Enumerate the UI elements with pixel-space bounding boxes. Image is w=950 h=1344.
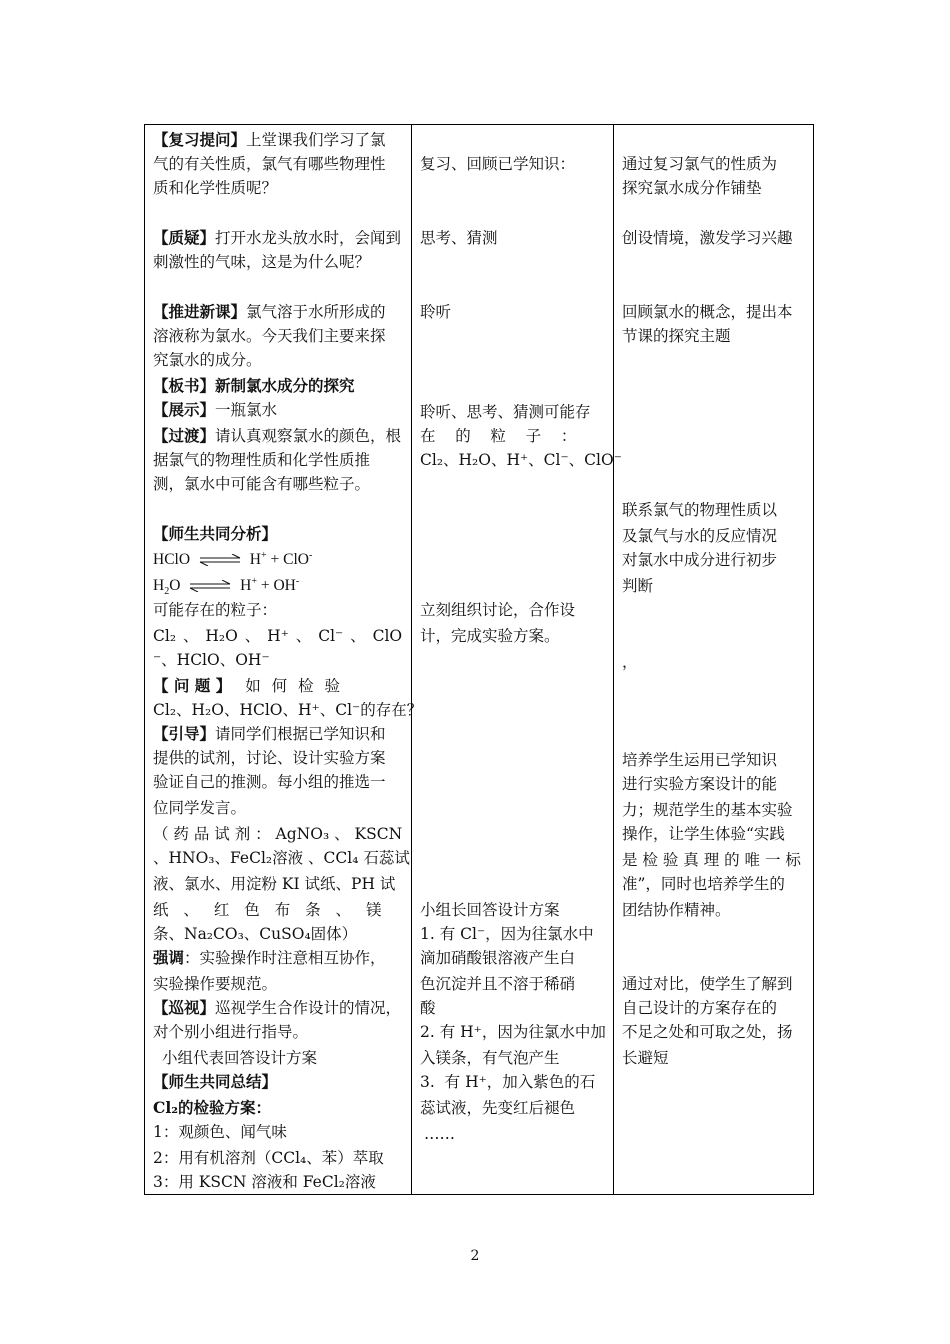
text-line: Cl₂ 、 H₂O 、 H⁺ 、 Cl⁻ 、 ClO bbox=[153, 627, 403, 645]
text-line: 对氯水中成分进行初步 bbox=[622, 551, 778, 569]
equation-hclo: HClO H+ + ClO- bbox=[153, 549, 313, 568]
new-lesson-label: 【推进新课】 bbox=[153, 302, 247, 321]
doubt-line: 【质疑】打开水龙头放水时，会闻到 bbox=[153, 228, 402, 247]
text-line: 2. 有 H⁺，因为往氯水中加 bbox=[420, 1023, 606, 1041]
text-line: 可能存在的粒子： bbox=[153, 601, 278, 619]
summary-heading: 【师生共同总结】 bbox=[153, 1072, 278, 1091]
design-intent: 回顾氯水的概念，提出本 bbox=[622, 303, 793, 321]
text-line: 质和化学性质呢？ bbox=[153, 179, 278, 197]
stress-line: 强调：实验操作时注意相互协作， bbox=[153, 948, 386, 967]
guide-label: 【引导】 bbox=[153, 724, 216, 743]
text-line: 刺激性的气味，这是为什么呢？ bbox=[153, 253, 371, 271]
text-line: 实验操作要规范。 bbox=[153, 975, 278, 993]
patrol-line: 【巡视】巡视学生合作设计的情况， bbox=[153, 998, 402, 1017]
text-line: 在 的 粒 子 ： bbox=[420, 427, 577, 445]
text-line: 纸 、 红 色 布 条 、 镁 bbox=[153, 901, 382, 919]
student-activity: 立刻组织讨论，合作设 bbox=[420, 601, 576, 619]
new-lesson-line: 【推进新课】氯气溶于水所形成的 bbox=[153, 302, 386, 321]
show-line: 【展示】一瓶氯水 bbox=[153, 400, 278, 419]
text-line: Cl₂、H₂O、H⁺、Cl⁻、ClO⁻ bbox=[420, 451, 622, 469]
text-line: 入镁条，有气泡产生 bbox=[420, 1049, 560, 1067]
text-line: 操作，让学生体验“实践 bbox=[622, 825, 785, 843]
text-line: 验证自己的推测。每小组的推选一 bbox=[153, 773, 386, 791]
text-line: （ 药 品 试 剂 ： AgNO₃ 、 KSCN bbox=[153, 825, 403, 843]
question-label: 【 问 题 】 bbox=[153, 676, 232, 695]
text-line: 液、氯水、用淀粉 KI 试纸、PH 试 bbox=[153, 875, 396, 893]
transition-label: 【过渡】 bbox=[153, 426, 216, 445]
plan-item: 3：用 KSCN 溶液和 FeCl₂溶液 bbox=[153, 1173, 376, 1191]
text-line: 是 检 验 真 理 的 唯 一 标 bbox=[622, 851, 801, 869]
doubt-label: 【质疑】 bbox=[153, 228, 216, 247]
student-activity: 复习、回顾已学知识： bbox=[420, 155, 576, 173]
text-line: 究氯水的成分。 bbox=[153, 351, 262, 369]
plan-item: 2：用有机溶剂（CCl₄、苯）萃取 bbox=[153, 1149, 384, 1167]
text-line: 滴加硝酸银溶液产生白 bbox=[420, 949, 576, 967]
guide-line: 【引导】请同学们根据已学知识和 bbox=[153, 724, 386, 743]
text-line: 及氯气与水的反应情况 bbox=[622, 527, 778, 545]
text-line: 位同学发言。 bbox=[153, 799, 247, 817]
text-line: …… bbox=[424, 1125, 455, 1143]
text-line: 节课的探究主题 bbox=[622, 327, 731, 345]
design-intent: 通过复习氯气的性质为 bbox=[622, 155, 778, 173]
review-question-line: 【复习提问】上堂课我们学习了氯 bbox=[153, 130, 386, 149]
text-line: ⁻、HClO、OH⁻ bbox=[153, 651, 270, 669]
text-line: 据氯气的物理性质和化学性质推 bbox=[153, 451, 371, 469]
equation-water: $H_2O$ H+ + OH- bbox=[153, 575, 300, 598]
text-line: ， bbox=[622, 653, 638, 671]
text-line: 准”，同时也培养学生的 bbox=[622, 875, 785, 893]
design-intent: 联系氯气的物理性质以 bbox=[622, 501, 778, 519]
page-number: 2 bbox=[470, 1248, 480, 1264]
student-activity: 小组长回答设计方案 bbox=[420, 901, 560, 919]
design-intent: 创设情境，激发学习兴趣 bbox=[622, 229, 793, 247]
equilibrium-arrow-icon bbox=[188, 580, 232, 592]
text-line: 进行实验方案设计的能 bbox=[622, 775, 778, 793]
column-divider-2 bbox=[613, 125, 614, 1194]
student-activity: 思考、猜测 bbox=[420, 229, 498, 247]
text-line: 自己设计的方案存在的 bbox=[622, 999, 778, 1017]
patrol-label: 【巡视】 bbox=[153, 998, 216, 1017]
student-activity: 聆听、思考、猜测可能存 bbox=[420, 403, 591, 421]
text-line: 力；规范学生的基本实验 bbox=[622, 801, 793, 819]
analysis-heading: 【师生共同分析】 bbox=[153, 524, 278, 543]
equilibrium-arrow-icon bbox=[198, 554, 242, 566]
student-activity: 聆听 bbox=[420, 303, 452, 321]
text-line: 气的有关性质，氯气有哪些物理性 bbox=[153, 155, 386, 173]
text-line: Cl₂、H₂O、HClO、H⁺、Cl⁻的存在？ bbox=[153, 701, 423, 719]
text-line: 溶液称为氯水。今天我们主要来探 bbox=[153, 327, 386, 345]
transition-line: 【过渡】请认真观察氯水的颜色，根 bbox=[153, 426, 402, 445]
show-label: 【展示】 bbox=[153, 400, 216, 419]
text-line: 计，完成实验方案。 bbox=[420, 627, 560, 645]
design-intent: 培养学生运用已学知识 bbox=[622, 751, 778, 769]
stress-label: 强调 bbox=[153, 948, 185, 967]
text-line: 团结协作精神。 bbox=[622, 901, 731, 919]
text-line: 不足之处和可取之处，扬 bbox=[622, 1023, 793, 1041]
text-line: 色沉淀并且不溶于稀硝 bbox=[420, 975, 576, 993]
text-line: 3. 有 H⁺，加入紫色的石 bbox=[420, 1073, 596, 1091]
text-line: 条、Na₂CO₃、CuSO₄固体） bbox=[153, 925, 358, 943]
board-heading: 【板书】新制氯水成分的探究 bbox=[153, 376, 355, 395]
text-line: 小组代表回答设计方案 bbox=[162, 1049, 318, 1067]
text-line: 对个别小组进行指导。 bbox=[153, 1023, 309, 1041]
review-label: 【复习提问】 bbox=[153, 130, 247, 149]
text-line: 测，氯水中可能含有哪些粒子。 bbox=[153, 475, 371, 493]
plan-item: 1：观颜色、闻气味 bbox=[153, 1123, 287, 1141]
text-line: 、HNO₃、FeCl₂溶液 、CCl₄ 石蕊试 bbox=[153, 849, 410, 867]
column-divider-1 bbox=[411, 125, 412, 1194]
text-line: 提供的试剂，讨论、设计实验方案 bbox=[153, 749, 386, 767]
text-line: 蕊试液，先变红后褪色 bbox=[420, 1099, 576, 1117]
text-line: 判断 bbox=[622, 577, 654, 595]
cl2-plan-heading: Cl₂的检验方案： bbox=[153, 1098, 272, 1117]
text-line: 探究氯水成分作铺垫 bbox=[622, 179, 762, 197]
text-line: 1. 有 Cl⁻，因为往氯水中 bbox=[420, 925, 594, 943]
text-line: 酸 bbox=[420, 999, 436, 1017]
text-line: 长避短 bbox=[622, 1049, 669, 1067]
question-line: 【 问 题 】 如 何 检 验 bbox=[153, 676, 340, 695]
design-intent: 通过对比，使学生了解到 bbox=[622, 975, 793, 993]
